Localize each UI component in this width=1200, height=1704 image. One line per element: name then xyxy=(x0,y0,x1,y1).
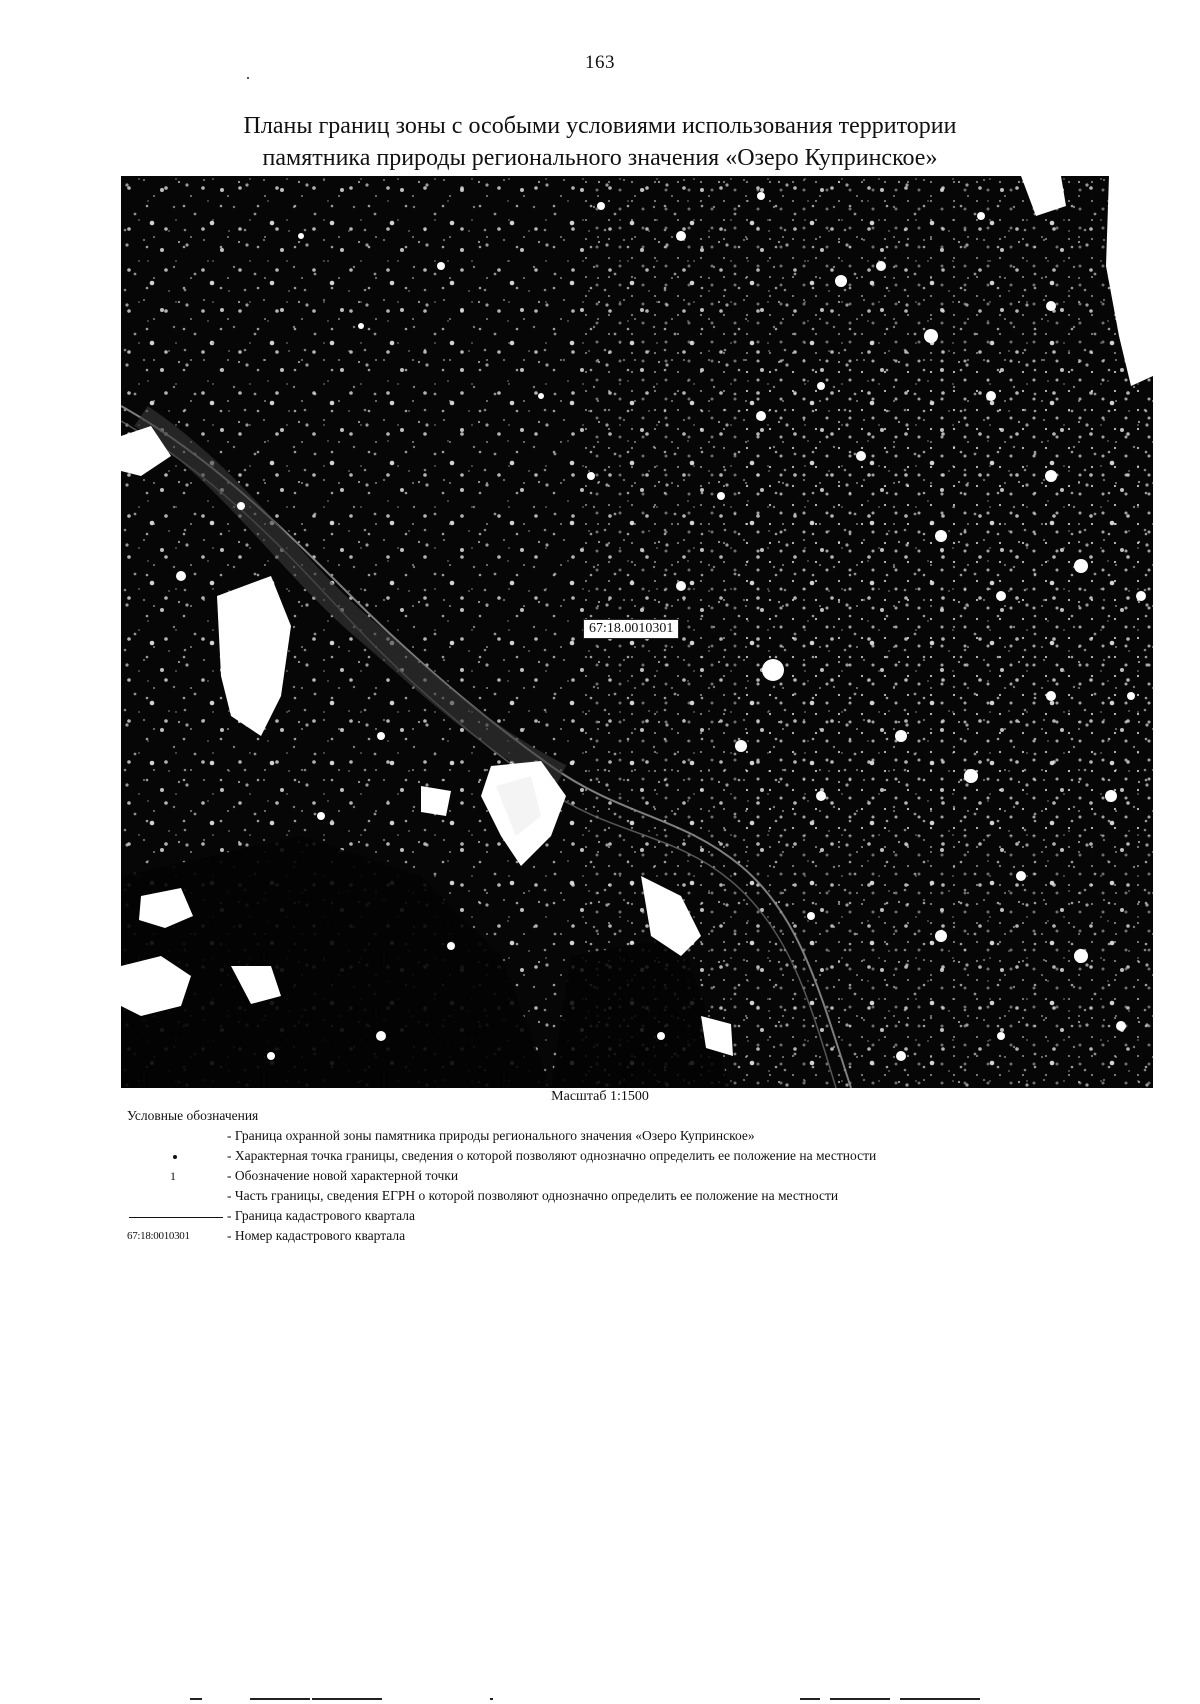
legend-item-boundary-point xyxy=(127,1146,1187,1166)
quarter-number-symbol: 67:18:0010301 xyxy=(127,1230,190,1242)
legend-symbol-empty xyxy=(127,1126,225,1146)
point-number-symbol: 1 xyxy=(170,1169,176,1183)
legend-item-text: - Часть границы, сведения ЕГРН о которой позволяют однозначно определить ее положение на местности xyxy=(227,1188,839,1203)
title-line-1: Планы границ зоны с особыми условиями использования территории xyxy=(243,113,957,139)
legend-symbol-dot xyxy=(127,1146,225,1166)
legend-item-text: - Граница кадастрового квартала xyxy=(227,1208,415,1223)
legend-symbol-line xyxy=(127,1206,225,1226)
satellite-map xyxy=(121,176,1153,1088)
legend-symbol-label xyxy=(127,1226,225,1246)
page-number: 163 xyxy=(585,52,615,73)
legend-item-quarter-number xyxy=(127,1226,1187,1246)
north-arrow-icon xyxy=(1125,198,1133,246)
title-line-2: памятника природы регионального значения «Озеро Купринское» xyxy=(262,145,938,171)
legend-symbol-number xyxy=(127,1166,225,1186)
legend-title: Условные обозначения xyxy=(127,1108,259,1123)
cadastral-quarter-label: 67:18.0010301 xyxy=(583,619,679,639)
legend-item-text: - Характерная точка границы, сведения о которой позволяют однозначно определить ее положение на местности xyxy=(227,1148,877,1163)
legend-item-new-point xyxy=(127,1166,1187,1186)
legend xyxy=(127,1106,1187,1246)
scan-edge-marks xyxy=(0,1698,1200,1701)
scan-artifact xyxy=(247,77,249,79)
legend-item-egrn-boundary xyxy=(127,1186,1187,1206)
north-label: С xyxy=(1123,178,1135,195)
boundary-line-icon xyxy=(129,1217,223,1218)
legend-symbol-empty xyxy=(127,1186,225,1206)
legend-item-zone-boundary xyxy=(127,1126,1187,1146)
page-title xyxy=(0,110,1200,174)
legend-item-text: - Граница охранной зоны памятника природы регионального значения «Озеро Купринское» xyxy=(227,1128,755,1143)
legend-item-quarter-boundary xyxy=(127,1206,1187,1226)
south-label: Ю xyxy=(1121,246,1137,263)
north-arrow xyxy=(1113,176,1145,268)
legend-item-text: - Номер кадастрового квартала xyxy=(227,1228,406,1243)
legend-item-text: - Обозначение новой характерной точки xyxy=(227,1168,459,1183)
point-dot-icon xyxy=(173,1155,177,1159)
map-scale: Масштаб 1:1500 xyxy=(551,1089,649,1104)
